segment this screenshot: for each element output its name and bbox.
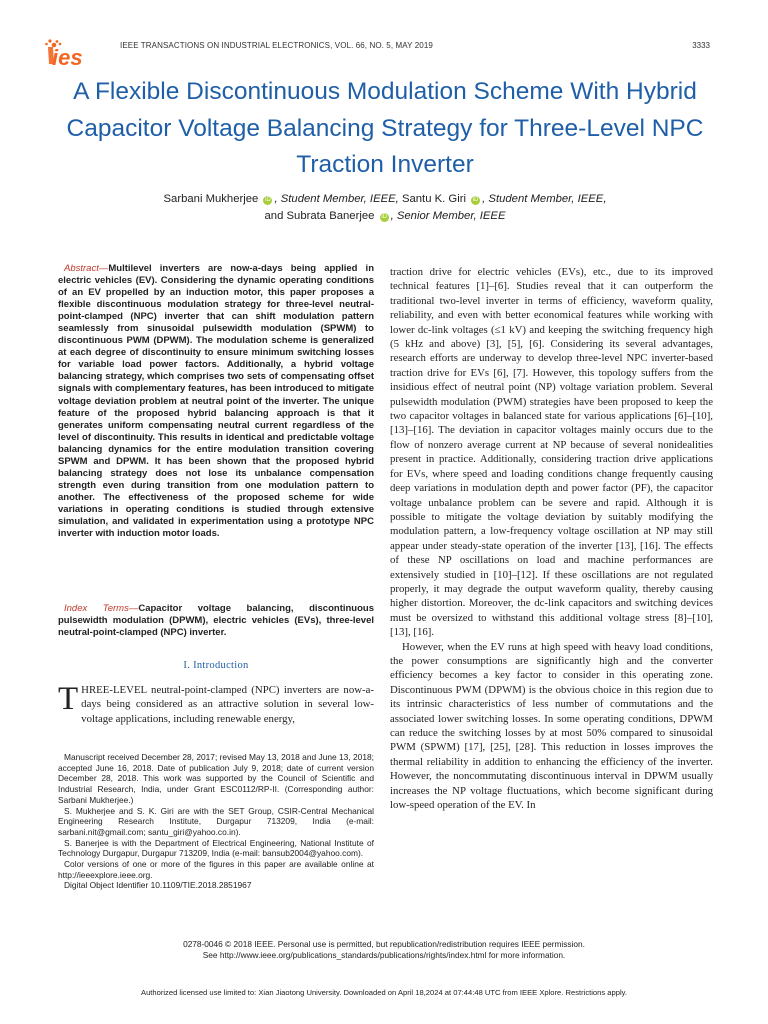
orcid-icon[interactable]: iD	[472, 197, 479, 203]
section-heading: I. Introduction	[183, 660, 249, 671]
index-terms-label: Index Terms—	[64, 603, 139, 614]
footnote-affiliation-1: S. Mukherjee and S. K. Giri are with the SET Group, CSIR-Central Mechanical Engineering Research Institute, Durgapur 713209, India (e-mail: sarbani.nit@gmail.com; santu_giri@yahoo.co.in).	[58, 805, 374, 837]
index-terms-text: Capacitor voltage balancing, discontinuous pulsewidth modulation (DPWM), electric vehicles (EVs), three-level neutral-point-clamped (NPC) inverter.	[58, 603, 374, 639]
copyright-line-2: See http://www.ieee.org/publications_standards/publications/rights/index.html for more information.	[202, 949, 566, 960]
copyright-notice	[40, 939, 728, 960]
abstract	[58, 263, 374, 540]
logo-text: ies	[52, 45, 83, 70]
author-1-role: , Student Member, IEEE,	[274, 193, 399, 205]
author-2-role: , Student Member, IEEE,	[482, 193, 607, 205]
ies-logo	[44, 38, 106, 72]
orcid-icon[interactable]: iD	[381, 214, 387, 220]
footnote-received: Manuscript received December 28, 2017; revised May 13, 2018 and June 13, 2018; accepted June 16, 2018. Date of publication July 9, 2018; date of current version December 28, 2018. This work was supported by the Council of Scientific and Industrial Research, India, under Grant ESC0112/RP-II. (Corresponding author: Sarbani Mukherjee.)	[58, 752, 374, 805]
author-1-name: Sarbani Mukherjee	[163, 193, 259, 205]
page-number: 3333	[692, 41, 710, 50]
index-terms	[58, 603, 374, 639]
journal-header: IEEE TRANSACTIONS ON INDUSTRIAL ELECTRONICS, VOL. 66, NO. 5, MAY 2019	[120, 41, 433, 50]
footnote-affiliation-2: S. Banerjee is with the Department of Electrical Engineering, National Institute of Technology Durgapur, Durgapur 713209, India (e-mail: bansub2004@yahoo.com).	[58, 837, 374, 859]
author-list	[60, 191, 710, 225]
author-3-role: , Senior Member, IEEE	[390, 210, 506, 222]
copyright-line-1: 0278-0046 © 2018 IEEE. Personal use is permitted, but republication/redistribution requires IEEE permission.	[183, 939, 585, 949]
intro-text: HREE-LEVEL neutral-point-clamped (NPC) inverters are now-a-days being considered as an attractive solution in several low-voltage applications, including renewable energy,	[81, 684, 374, 725]
abstract-label: Abstract—	[64, 263, 109, 274]
right-column-body	[390, 265, 713, 812]
footnote-color: Color versions of one or more of the figures in this paper are available online at http://ieeexplore.ieee.org.	[58, 859, 374, 880]
orcid-icon[interactable]: iD	[265, 197, 271, 203]
body-paragraph-1: traction drive for electric vehicles (EVs), etc., due to its improved technical features [1]–[6]. Studies reveal that it can outperform the traditional two-level inverter in terms of efficiency, waveform quality, reliability, and even with better economical features while working with lower dc-link voltages (≤1 kV) and keeping the switching frequency high (5 kHz and above) [3], [5], [6]. Considering its several advantages, research efforts are underway to develop three-level NPC inverter-based traction drive for EVs [6], [7]. However, this topology suffers from the insidious effect of neutral point (NP) voltage variation problem. Several pulsewidth modulation (PWM) strategies have been proposed to keep the two capacitor voltages in balanced state for various applications [6]–[10], [13]–[16]. The deviation in capacitor voltages mainly occurs due to the flow of nonzero average current at NP because of several nonidealities present in practice. Additionally, considering traction drive applications for EVs, where speed and loading conditions change frequently causing deep variations in modulation depth and power factor (PF), the capacitor voltage unbalance problem can be severe and rapid. Although it is possible to mitigate the voltage deviation by suitably modifying the modulation pattern, a low-frequency voltage oscillation at NP may still appear under steady-state operation of the inverter [13], [16]. The effects of these NP oscillations on load and machine performances are extensively studied in [10]–[12]. If these oscillations are not regulated properly, it may degrade the output waveform quality, thereby causing higher distortion. Moreover, the dc-link capacitors and switching devices must be oversized to withstand this additional voltage stress [8]–[10], [13], [16].	[390, 266, 713, 639]
abstract-text: Multilevel inverters are now-a-days being applied in electric vehicles (EV). Considering the dynamic operating conditions of an EV propelled by an induction motor, this paper proposes a flexible discontinuous modulation strategy for three-level neutral-point-clamped (NPC) inverter that can shift modulation pattern seamlessly from sinusoidal pulsewidth modulation (SPWM) to discontinuous PWM (DPWM). The modulation scheme is generalized at each degree of discontinuity to ensure minimum switching losses for variable load power factors. Additionally, a hybrid voltage balancing strategy, which comprises two sets of compensating offset signals with complementary features, has been introduced to mitigate voltage deviation problem at neutral point of the inverter. The unique feature of the proposed hybrid balancing approach is that it generates uniform compensating neutral current regardless of the level of discontinuity. This results in identical and predictable voltage balancing dynamics for the entire modulation transition covering SPWM and DPWM. It has been shown that the proposed hybrid balancing strategy does not lose its unbalance compensation strength even during transition from one modulation pattern to another. The effectiveness of the proposed scheme for wide variations in operating conditions is studied through extensive simulation, and validated in experimentation using a prototype NPC inverter with induction motor loads.	[58, 263, 374, 540]
author-3-name: and Subrata Banerjee	[264, 210, 375, 222]
author-2-name: Santu K. Giri	[401, 193, 466, 205]
paper-title: A Flexible Discontinuous Modulation Scheme With Hybrid Capacitor Voltage Balancing Strategy for Three-Level NPC Traction Inverter	[66, 78, 704, 178]
drop-cap: T	[58, 681, 79, 717]
intro-paragraph	[58, 683, 374, 726]
footnote-doi: Digital Object Identifier 10.1109/TIE.2018.2851967	[64, 880, 252, 891]
license-notice: Authorized licensed use limited to: Xian Jiaotong University. Downloaded on April 18,2024 at 07:44:48 UTC from IEEE Xplore. Restrictions apply.	[141, 988, 627, 997]
body-paragraph-2: However, when the EV runs at high speed with heavy load conditions, the power consumptions are significantly high and the converter efficiency becomes a key factor to consider in this operating zone. Discontinuous PWM (DPWM) is the obvious choice in this region due to its intrinsic characteristics of less number of commutations and the associated lower switching losses. In some operating conditions, DPWM can reduce the switching losses by at most 50% compared to sinusoidal PWM (SPWM) [17], [25], [28]. This reduction in losses improves the thermal reliability in addition to enhancing the efficiency of the inverter. However, the noncommutating discontinuous interval in DPWM usually increases the NP voltage fluctuations, which become significant during low-speed operation of the EV. In	[390, 640, 713, 812]
first-page-footnote	[58, 752, 374, 891]
